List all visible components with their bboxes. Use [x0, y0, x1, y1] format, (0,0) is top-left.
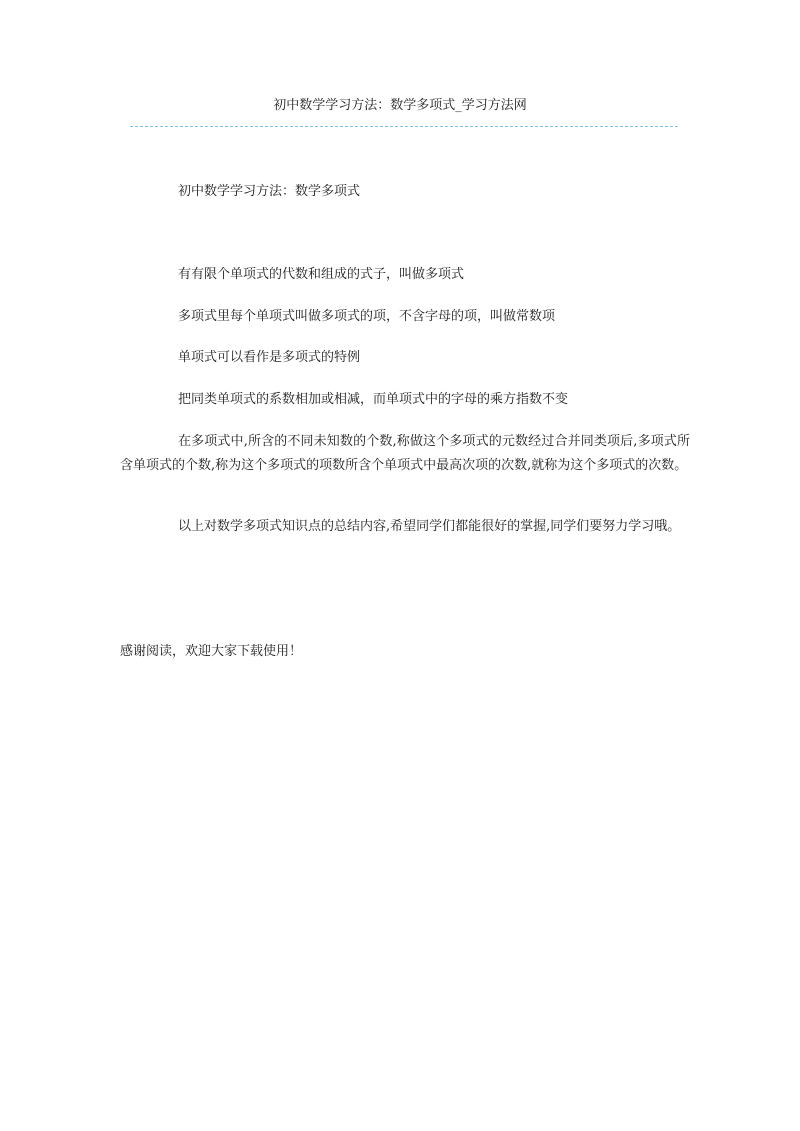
content-line-4: 把同类单项式的系数相加或相减，而单项式中的字母的乘方指数不变: [178, 392, 569, 407]
closing-thanks: 感谢阅读，欢迎大家下载使用！: [120, 644, 303, 659]
header-divider: [130, 126, 678, 127]
paragraph-summary: 以上对数学多项式知识点的总结内容,希望同学们都能很好的掌握,同学们要努力学习哦。: [178, 519, 681, 534]
content-line-1: 有有限个单项式的代数和组成的式子，叫做多项式: [178, 267, 465, 282]
content-line-2: 多项式里每个单项式叫做多项式的项，不含字母的项，叫做常数项: [178, 309, 556, 324]
document-subtitle: 初中数学学习方法：数学多项式: [178, 184, 361, 199]
content-line-3: 单项式可以看作是多项式的特例: [178, 350, 361, 365]
paragraph-definition: 在多项式中,所含的不同未知数的个数,称做这个多项式的元数经过合并同类项后,多项式所含单项式的个数,称为这个多项式的项数所含个单项式中最高次项的次数,就称为这个多项式的次数。: [120, 434, 690, 473]
page-header-title: 初中数学学习方法：数学多项式_学习方法网: [273, 98, 527, 113]
